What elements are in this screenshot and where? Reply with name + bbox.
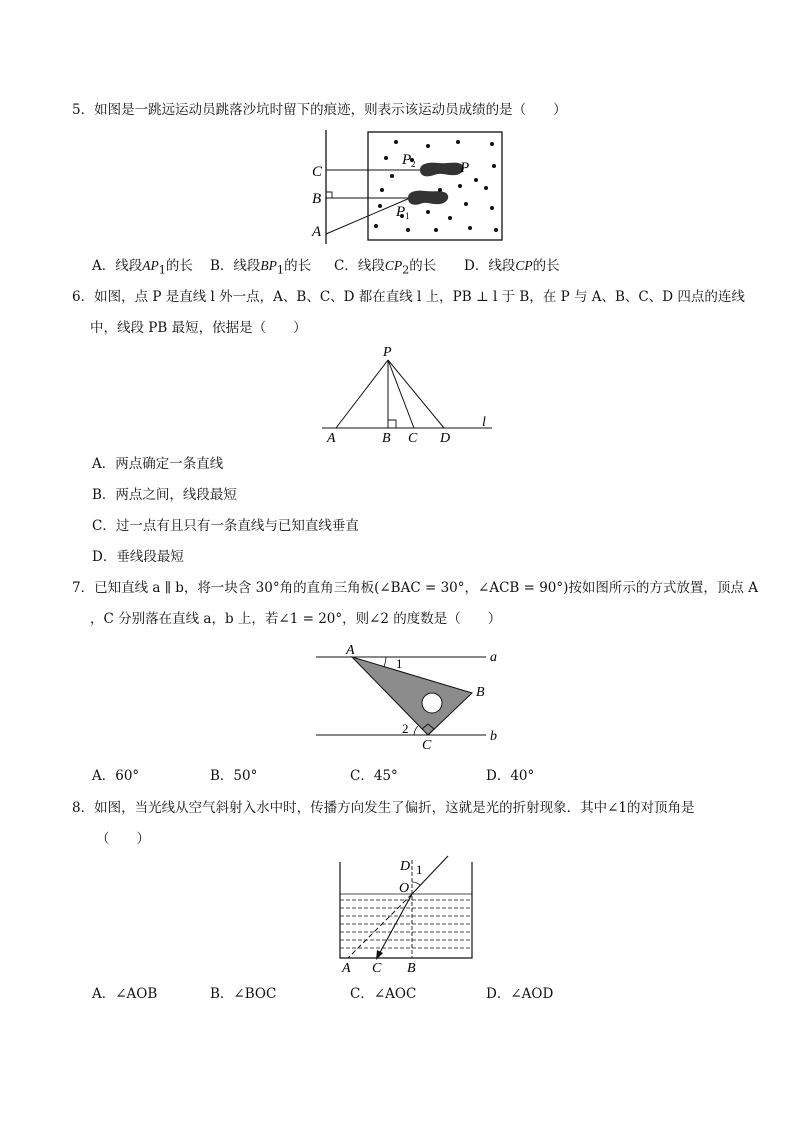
q8-label-angle-1: 1 (416, 862, 423, 877)
q5-option-a[interactable]: A．线段$AP_1$的长 (92, 258, 193, 277)
footprint-shape (420, 163, 464, 177)
q8-label-C: C (372, 961, 382, 976)
q8-label-B: B (407, 961, 416, 976)
q5-option-b[interactable]: B．线段$BP_1$的长 (210, 258, 312, 277)
q8-option-b[interactable]: B．∠BOC (210, 986, 277, 1002)
q6-option-d[interactable]: D．垂线段最短 (92, 549, 184, 565)
q8-option-d[interactable]: D．∠AOD (486, 986, 554, 1002)
q5-stem: 5．如图是一跳远运动员跳落沙坑时留下的痕迹，则表示该运动员成绩的是（ ） (72, 102, 567, 118)
footprint-shape (408, 191, 448, 205)
q6-label-P: P (383, 345, 392, 360)
q7-label-angle-1: 1 (396, 656, 403, 671)
q5-label-P: P (460, 160, 470, 176)
q6-stem-line2: 中，线段 PB 最短，依据是（ ） (90, 320, 307, 336)
q7-label-a: a (490, 650, 497, 665)
q5-label-P1: P (396, 204, 406, 220)
q6-option-b[interactable]: B．两点之间，线段最短 (92, 487, 237, 503)
q6-label-D: D (440, 431, 451, 446)
q8-option-c[interactable]: C．∠AOC (350, 986, 417, 1002)
q7-option-b[interactable]: B．50° (210, 768, 258, 784)
q7-label-angle-2: 2 (402, 721, 409, 736)
q6-label-B: B (382, 431, 391, 446)
q6-label-l: l (482, 415, 486, 430)
q7-stem-line1: 7．已知直线 a ∥ b，将一块含 30°角的直角三角板(∠BAC = 30°，∠ACB = 90°)按如图所示的方式放置，顶点 A (72, 580, 758, 596)
q6-figure (316, 342, 496, 448)
q8-label-A: A (342, 961, 351, 976)
q7-label-B: B (476, 685, 485, 700)
q5-label-P1-sub: 1 (405, 211, 410, 221)
q7-label-b: b (490, 729, 497, 744)
q6-label-C: C (408, 431, 418, 446)
q5-option-c[interactable]: C．线段$CP_2$的长 (334, 258, 437, 277)
q7-option-c[interactable]: C．45° (350, 768, 398, 784)
q7-stem-line2: ，C 分别落在直线 a，b 上，若∠1 = 20°，则∠2 的度数是（ ） (90, 611, 502, 627)
q8-option-a[interactable]: A．∠AOB (92, 986, 158, 1002)
q5-figure (300, 124, 520, 248)
q8-stem-line1: 8．如图，当光线从空气斜射入水中时，传播方向发生了偏折，这就是光的折射现象．其中∠1的对顶角是 (72, 800, 695, 816)
q5-label-C: C (312, 164, 323, 180)
q6-stem-line1: 6．如图，点 P 是直线 l 外一点，A、B、C、D 都在直线 l 上，PB ⊥ l 于 B，在 P 与 A、B、C、D 四点的连线 (72, 289, 745, 305)
q5-option-d[interactable]: D．线段CP的长 (464, 258, 560, 274)
q8-figure (330, 852, 480, 978)
q6-label-A: A (327, 431, 336, 446)
q7-figure (310, 636, 510, 756)
q5-label-P2-sub: 2 (411, 159, 416, 169)
q7-label-A: A (346, 643, 355, 658)
q5-label-B: B (312, 191, 322, 207)
q8-label-O: O (399, 881, 410, 896)
q5-label-P2: P (402, 152, 412, 168)
q8-label-D: D (400, 859, 411, 874)
q8-stem-line2: （ ） (96, 831, 150, 847)
q6-option-c[interactable]: C．过一点有且只有一条直线与已知直线垂直 (92, 518, 359, 534)
q7-option-a[interactable]: A．60° (92, 768, 140, 784)
q5-label-A: A (312, 224, 322, 240)
q7-label-C: C (422, 738, 432, 753)
q6-option-a[interactable]: A．两点确定一条直线 (92, 456, 224, 472)
q7-option-d[interactable]: D．40° (486, 768, 535, 784)
